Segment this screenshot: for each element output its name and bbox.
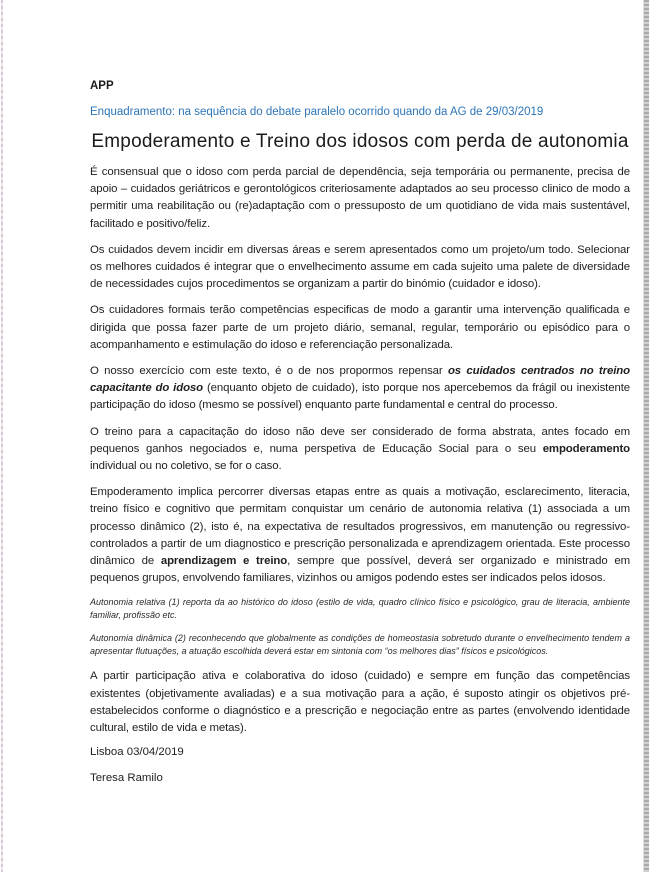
footnotes [90, 596, 630, 658]
text-run: (enquanto objeto de cuidado), isto porque nos apercebemos da frágil ou inexistente participação do idoso (mesmo se possível) enquanto parte fundamental e central do processo. [90, 382, 631, 412]
text-run: Empoderamento implica percorrer diversas etapas entre as quais a motivação, esclarecimento, literacia, treino físico e cognitivo que permitam conquistar um cenário de autonomia relativa (1) associada a um processo dinâmico (2), isto é, na expectativa de resultados progressivos, em manutenção ou regressivo- controlados a partir de um diagnostico e prescrição personalizada e aprendizagem orientada. Este processo dinâmico de [90, 486, 630, 568]
page-left-edge-guide [1, 0, 3, 872]
window-right-edge [643, 0, 649, 872]
paragraph [90, 424, 630, 476]
page-title: Empoderamento e Treino dos idosos com perda de autonomia [91, 131, 629, 152]
document-content [90, 80, 630, 798]
body-paragraphs [90, 164, 630, 587]
text-run: O nosso exercício com este texto, é o de nos propormos repensar [90, 365, 448, 378]
text-run: empoderamento [542, 442, 630, 455]
place-date: Lisboa 03/04/2019 [90, 746, 184, 759]
author-name: Teresa Ramilo [90, 772, 163, 785]
footnote: Autonomia dinâmica (2) reconhecendo que globalmente as condições de homeostasia sobretudo durante o envelhecimento tendem a apresentar flutuações, a atuação escolhida deverá estar em sintonia com “os melhores dias” físicos e psicológicos. [90, 633, 630, 657]
paragraph [90, 242, 630, 294]
text-run: individual ou no coletivo, se for o caso. [90, 460, 282, 473]
paragraph [90, 302, 630, 354]
paragraph [90, 668, 630, 737]
paragraph [90, 164, 630, 233]
framing-line: Enquadramento: na sequência do debate paralelo ocorrido quando da AG de 29/03/2019 [90, 106, 544, 118]
text-run: Os cuidadores formais terão competências especificas de modo a garantir uma intervenção qualificada e dirigida que possa fazer parte de um projeto diário, semanal, regular, temporário ou episódico para o acompanhamento e estimulação do idoso e referenciação personalizada. [90, 304, 630, 351]
text-run: O treino para a capacitação do idoso não deve ser considerado de forma abstrata, antes focado em pequenos ganhos negociados e, numa perspetiva de Educação Social para o seu [90, 425, 630, 455]
text-run: Os cuidados devem incidir em diversas áreas e serem apresentados como um projeto/um todo. Selecionar os melhores cuidados é integrar que o envelhecimento assume em cada sujeito uma palete de diversidade de necessidades cujos procedimentos se organizam a partir do binómio (cuidador e idoso). [90, 243, 630, 291]
app-label: APP [90, 80, 114, 92]
final-paragraph-container [90, 668, 630, 737]
paragraph [90, 363, 630, 415]
paragraph [90, 484, 630, 587]
text-run: É consensual que o idoso com perda parcial de dependência, seja temporária ou permanente, precisa de apoio – cuidados geriátricos e gerontológicos criteriosamente adaptados ao seu processo clinico de modo a permitir uma reabilitação ou (re)adaptação com o pressuposto de um quotidiano de vida mais sustentável, facilitado e positivo/feliz. [90, 166, 630, 230]
text-run: aprendizagem e treino [160, 555, 288, 568]
footnote: Autonomia relativa (1) reporta da ao histórico do idoso (estilo de vida, quadro clínico físico e psicológico, grau de literacia, ambiente familiar, profissão etc. [90, 597, 630, 621]
text-run: os cuidados centrados no treino capacitante do idoso [90, 365, 630, 395]
text-run: A partir participação ativa e colaborativa do idoso (cuidado) e sempre em função das competências existentes (objetivamente avaliadas) e a sua motivação para a ação, é suposto atingir os objetivos pré-estabelecidos conforme o diagnóstico e a prescrição e negociação entre as partes (envolvendo identidade cultural, estilo de vida e metas). [90, 670, 630, 735]
text-run: , sempre que possível, deverá ser organizado e ministrado em pequenos grupos, envolvendo familiares, vizinhos ou amigos podendo estes ser indicados pelos idosos. [90, 555, 630, 585]
